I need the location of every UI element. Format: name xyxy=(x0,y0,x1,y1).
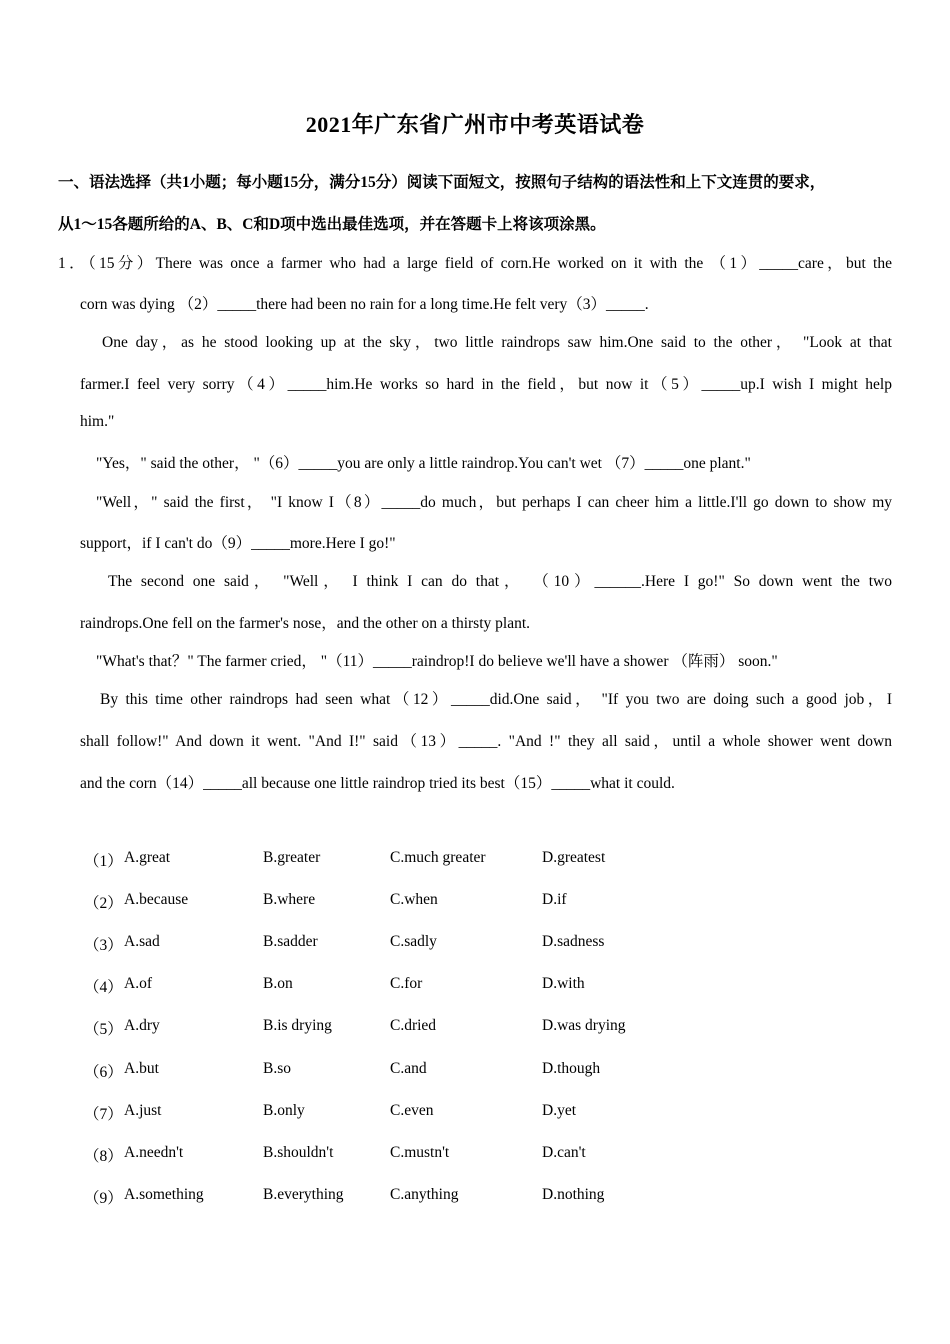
option-d: D.sadness xyxy=(542,933,605,950)
option-c: C.when xyxy=(390,891,438,908)
passage-line: corn was dying （2）_____there had been no rain for a long time.He felt very（3）_____. xyxy=(80,296,649,313)
option-number: （5） xyxy=(84,1021,123,1038)
option-a: A.needn't xyxy=(124,1144,184,1161)
passage-line: "Yes，" said the other， "（6）_____you are only a little raindrop.You can't wet （7）_____one plant." xyxy=(96,455,751,472)
option-a: A.because xyxy=(124,891,189,908)
passage-line: farmer.I feel very sorry（4）_____him.He works so hard in the field，but now it（5）_____up.I wish I might help xyxy=(80,376,892,393)
option-b: B.where xyxy=(263,891,316,908)
option-b: B.greater xyxy=(263,849,321,866)
option-number: （9） xyxy=(84,1190,123,1207)
option-b: B.on xyxy=(263,975,293,992)
option-number: （1） xyxy=(84,853,123,870)
option-a: A.sad xyxy=(124,933,160,950)
option-d: D.nothing xyxy=(542,1186,605,1203)
option-d: D.can't xyxy=(542,1144,586,1161)
option-number: （3） xyxy=(84,937,123,954)
passage-line: The second one said， "Well， I think I can do that， （10）______.Here I go!" So down went the two xyxy=(108,573,892,590)
option-c: C.mustn't xyxy=(390,1144,450,1161)
option-b: B.everything xyxy=(263,1186,344,1203)
option-d: D.if xyxy=(542,891,567,908)
passage-line: and the corn（14）_____all because one little raindrop tried its best（15）_____what it could. xyxy=(80,775,675,792)
passage-line: "What's that？" The farmer cried， "（11）_____raindrop!I do believe we'll have a shower （阵雨） soon." xyxy=(96,653,778,670)
option-b: B.so xyxy=(263,1060,291,1077)
option-d: D.though xyxy=(542,1060,601,1077)
option-a: A.but xyxy=(124,1060,159,1077)
option-a: A.of xyxy=(124,975,152,992)
option-number: （2） xyxy=(84,895,123,912)
page-title: 2021年广东省广州市中考英语试卷 xyxy=(305,112,645,137)
option-c: C.dried xyxy=(390,1017,437,1034)
option-d: D.yet xyxy=(542,1102,577,1119)
option-number: （8） xyxy=(84,1148,123,1165)
option-c: C.and xyxy=(390,1060,427,1077)
option-c: C.for xyxy=(390,975,423,992)
option-a: A.something xyxy=(124,1186,204,1203)
option-number: （4） xyxy=(84,979,123,996)
passage-line: "Well，" said the first， "I know I（8）_____do much，but perhaps I can cheer him a little.I'll go down to show my xyxy=(96,494,892,511)
option-c: C.even xyxy=(390,1102,434,1119)
option-b: B.only xyxy=(263,1102,305,1119)
option-c: C.anything xyxy=(390,1186,459,1203)
option-a: A.just xyxy=(124,1102,162,1119)
option-b: B.sadder xyxy=(263,933,318,950)
option-d: D.was drying xyxy=(542,1017,626,1034)
passage-line: support，if I can't do（9）_____more.Here I go!" xyxy=(80,535,396,552)
section-instruction-line1: 一、语法选择（共1小题；每小题15分，满分15分）阅读下面短文，按照句子结构的语法性和上下文连贯的要求， xyxy=(58,174,826,191)
option-c: C.sadly xyxy=(390,933,437,950)
passage-line: shall follow!" And down it went. "And I!" said（13）_____. "And !" they all said，until a whole shower went down xyxy=(80,733,892,750)
option-b: B.is drying xyxy=(263,1017,332,1034)
section-instruction-line2: 从1～15各题所给的A、B、C和D项中选出最佳选项，并在答题卡上将该项涂黑。 xyxy=(58,216,606,233)
option-number: （6） xyxy=(84,1064,123,1081)
passage-line: One day，as he stood looking up at the sky，two little raindrops saw him.One said to the other， "Look at that xyxy=(102,334,892,351)
passage-line: 1．（15分）There was once a farmer who had a large field of corn.He worked on it with the （1）_____care，but the xyxy=(58,255,892,272)
passage-line: By this time other raindrops had seen what（12）_____did.One said， "If you two are doing such a good job，I xyxy=(100,691,892,708)
option-a: A.dry xyxy=(124,1017,160,1034)
option-c: C.much greater xyxy=(390,849,486,866)
passage-line: raindrops.One fell on the farmer's nose，and the other on a thirsty plant. xyxy=(80,615,531,632)
option-b: B.shouldn't xyxy=(263,1144,334,1161)
passage-line: him." xyxy=(80,413,115,430)
option-a: A.great xyxy=(124,849,171,866)
option-d: D.greatest xyxy=(542,849,606,866)
option-number: （7） xyxy=(84,1106,123,1123)
option-d: D.with xyxy=(542,975,585,992)
